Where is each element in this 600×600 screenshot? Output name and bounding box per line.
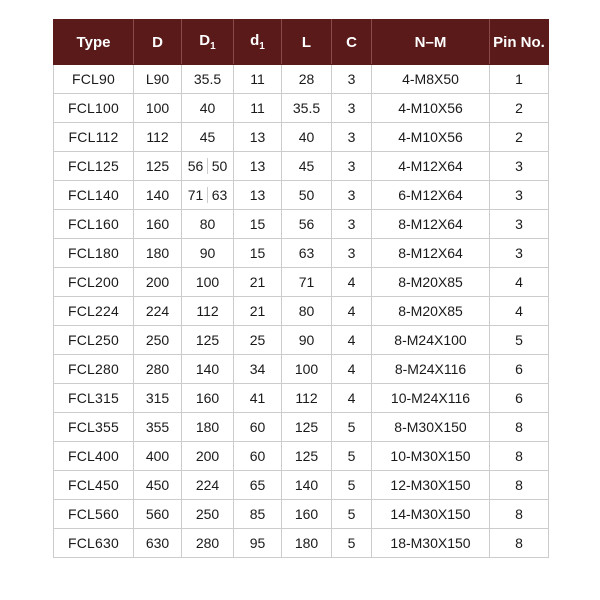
cell-pin: 1	[490, 65, 549, 94]
cell-dd1: 21	[234, 297, 282, 326]
cell-d1: 40	[182, 94, 234, 123]
column-header-type-label: Type	[76, 33, 111, 51]
table-row	[54, 297, 549, 326]
cell-dd1: 11	[234, 65, 282, 94]
cell-nm: 10-M24X116	[372, 384, 490, 413]
table-row	[54, 529, 549, 558]
column-header-pin	[490, 20, 549, 65]
table-body	[54, 65, 549, 558]
cell-dd1: 60	[234, 413, 282, 442]
cell-d: 560	[134, 500, 182, 529]
table-row	[54, 94, 549, 123]
cell-type: FCL630	[54, 529, 134, 558]
cell-pin: 3	[490, 152, 549, 181]
table-row	[54, 384, 549, 413]
cell-l: 180	[282, 529, 332, 558]
table-row	[54, 123, 549, 152]
cell-type: FCL140	[54, 181, 134, 210]
cell-pin: 5	[490, 326, 549, 355]
cell-nm: 18-M30X150	[372, 529, 490, 558]
specification-table-container	[53, 19, 548, 558]
cell-type: FCL200	[54, 268, 134, 297]
cell-c: 3	[332, 94, 372, 123]
cell-dd1: 13	[234, 152, 282, 181]
cell-d: 140	[134, 181, 182, 210]
table-row	[54, 442, 549, 471]
table-row	[54, 65, 549, 94]
cell-nm: 8-M12X64	[372, 239, 490, 268]
cell-c: 3	[332, 152, 372, 181]
column-header-d1-sub: 1	[210, 41, 216, 52]
cell-d1: 35.5	[182, 65, 234, 94]
cell-d: 280	[134, 355, 182, 384]
column-header-nm	[372, 20, 490, 65]
column-header-l-label: L	[301, 33, 312, 51]
column-header-l	[282, 20, 332, 65]
cell-d1: 100	[182, 268, 234, 297]
cell-d1: 112	[182, 297, 234, 326]
cell-pin: 8	[490, 442, 549, 471]
cell-c: 3	[332, 65, 372, 94]
cell-c: 4	[332, 297, 372, 326]
cell-d1: 224	[182, 471, 234, 500]
cell-d: 200	[134, 268, 182, 297]
cell-type: FCL560	[54, 500, 134, 529]
table-row	[54, 152, 549, 181]
cell-d1: 90	[182, 239, 234, 268]
cell-c: 3	[332, 123, 372, 152]
cell-type: FCL180	[54, 239, 134, 268]
cell-dd1: 21	[234, 268, 282, 297]
cell-pin: 2	[490, 94, 549, 123]
specification-table	[53, 19, 549, 558]
cell-d: 160	[134, 210, 182, 239]
cell-nm: 4-M10X56	[372, 94, 490, 123]
table-row	[54, 355, 549, 384]
table-row	[54, 210, 549, 239]
cell-d1: 80	[182, 210, 234, 239]
cell-d1: 250	[182, 500, 234, 529]
cell-c: 4	[332, 355, 372, 384]
cell-l: 80	[282, 297, 332, 326]
cell-c: 5	[332, 442, 372, 471]
cell-pin: 6	[490, 355, 549, 384]
cell-type: FCL224	[54, 297, 134, 326]
cell-nm: 6-M12X64	[372, 181, 490, 210]
column-header-dd1-label: d	[250, 32, 260, 49]
split-value-left: 71	[184, 187, 208, 203]
cell-pin: 6	[490, 384, 549, 413]
cell-d1: 180	[182, 413, 234, 442]
cell-d: 630	[134, 529, 182, 558]
cell-d: 355	[134, 413, 182, 442]
table-header	[54, 20, 549, 65]
cell-d: L90	[134, 65, 182, 94]
split-value-left: 56	[184, 158, 208, 174]
cell-d: 224	[134, 297, 182, 326]
column-header-c	[332, 20, 372, 65]
column-header-pin-label: Pin No.	[493, 33, 545, 51]
split-value	[184, 181, 231, 209]
cell-nm: 4-M12X64	[372, 152, 490, 181]
cell-type: FCL280	[54, 355, 134, 384]
cell-l: 28	[282, 65, 332, 94]
cell-l: 40	[282, 123, 332, 152]
table-row	[54, 181, 549, 210]
cell-d: 450	[134, 471, 182, 500]
cell-d: 125	[134, 152, 182, 181]
cell-d: 315	[134, 384, 182, 413]
cell-pin: 8	[490, 413, 549, 442]
cell-c: 5	[332, 413, 372, 442]
cell-l: 100	[282, 355, 332, 384]
cell-nm: 8-M24X100	[372, 326, 490, 355]
cell-nm: 10-M30X150	[372, 442, 490, 471]
cell-c: 3	[332, 210, 372, 239]
cell-nm: 14-M30X150	[372, 500, 490, 529]
split-value	[184, 152, 231, 180]
cell-type: FCL112	[54, 123, 134, 152]
cell-dd1: 65	[234, 471, 282, 500]
split-value-right: 63	[211, 187, 228, 203]
cell-type: FCL400	[54, 442, 134, 471]
cell-dd1: 85	[234, 500, 282, 529]
cell-dd1: 15	[234, 239, 282, 268]
cell-l: 35.5	[282, 94, 332, 123]
cell-nm: 8-M30X150	[372, 413, 490, 442]
cell-c: 4	[332, 326, 372, 355]
cell-pin: 3	[490, 181, 549, 210]
cell-c: 3	[332, 239, 372, 268]
cell-dd1: 60	[234, 442, 282, 471]
cell-d1	[182, 181, 234, 210]
cell-pin: 3	[490, 210, 549, 239]
cell-nm: 12-M30X150	[372, 471, 490, 500]
cell-d1	[182, 152, 234, 181]
cell-l: 160	[282, 500, 332, 529]
cell-c: 4	[332, 384, 372, 413]
cell-type: FCL160	[54, 210, 134, 239]
cell-type: FCL100	[54, 94, 134, 123]
cell-d: 112	[134, 123, 182, 152]
column-header-c-label: C	[346, 33, 357, 51]
cell-d: 180	[134, 239, 182, 268]
cell-pin: 4	[490, 268, 549, 297]
cell-pin: 2	[490, 123, 549, 152]
column-header-d1	[182, 20, 234, 65]
cell-l: 140	[282, 471, 332, 500]
cell-l: 125	[282, 413, 332, 442]
cell-c: 4	[332, 268, 372, 297]
cell-d1: 200	[182, 442, 234, 471]
cell-nm: 8-M20X85	[372, 297, 490, 326]
cell-d1: 160	[182, 384, 234, 413]
column-header-dd1-sub: 1	[259, 41, 265, 52]
cell-l: 50	[282, 181, 332, 210]
split-value-right: 50	[211, 158, 228, 174]
cell-d1: 45	[182, 123, 234, 152]
column-header-d	[134, 20, 182, 65]
table-row	[54, 500, 549, 529]
cell-nm: 8-M20X85	[372, 268, 490, 297]
column-header-d-label: D	[152, 33, 163, 51]
cell-dd1: 11	[234, 94, 282, 123]
table-row	[54, 471, 549, 500]
cell-l: 63	[282, 239, 332, 268]
cell-type: FCL250	[54, 326, 134, 355]
column-header-nm-label: N–M	[414, 33, 447, 51]
cell-type: FCL90	[54, 65, 134, 94]
column-header-d1-label: D	[199, 32, 211, 49]
table-row	[54, 413, 549, 442]
cell-pin: 8	[490, 529, 549, 558]
cell-dd1: 15	[234, 210, 282, 239]
column-header-dd1	[234, 20, 282, 65]
cell-l: 112	[282, 384, 332, 413]
cell-nm: 4-M10X56	[372, 123, 490, 152]
cell-c: 5	[332, 529, 372, 558]
cell-type: FCL125	[54, 152, 134, 181]
column-header-type	[54, 20, 134, 65]
cell-d: 250	[134, 326, 182, 355]
cell-dd1: 13	[234, 123, 282, 152]
cell-d1: 280	[182, 529, 234, 558]
cell-l: 125	[282, 442, 332, 471]
cell-nm: 4-M8X50	[372, 65, 490, 94]
table-row	[54, 326, 549, 355]
cell-l: 71	[282, 268, 332, 297]
cell-dd1: 13	[234, 181, 282, 210]
cell-d: 400	[134, 442, 182, 471]
cell-c: 5	[332, 500, 372, 529]
table-header-row	[54, 20, 549, 65]
cell-type: FCL355	[54, 413, 134, 442]
cell-d: 100	[134, 94, 182, 123]
table-row	[54, 268, 549, 297]
cell-d1: 140	[182, 355, 234, 384]
cell-d1: 125	[182, 326, 234, 355]
cell-nm: 8-M24X116	[372, 355, 490, 384]
cell-l: 45	[282, 152, 332, 181]
cell-l: 56	[282, 210, 332, 239]
cell-pin: 3	[490, 239, 549, 268]
cell-type: FCL315	[54, 384, 134, 413]
table-row	[54, 239, 549, 268]
cell-dd1: 34	[234, 355, 282, 384]
cell-c: 3	[332, 181, 372, 210]
cell-dd1: 95	[234, 529, 282, 558]
cell-pin: 8	[490, 471, 549, 500]
cell-type: FCL450	[54, 471, 134, 500]
cell-pin: 8	[490, 500, 549, 529]
cell-pin: 4	[490, 297, 549, 326]
cell-dd1: 41	[234, 384, 282, 413]
cell-c: 5	[332, 471, 372, 500]
cell-l: 90	[282, 326, 332, 355]
cell-dd1: 25	[234, 326, 282, 355]
cell-nm: 8-M12X64	[372, 210, 490, 239]
